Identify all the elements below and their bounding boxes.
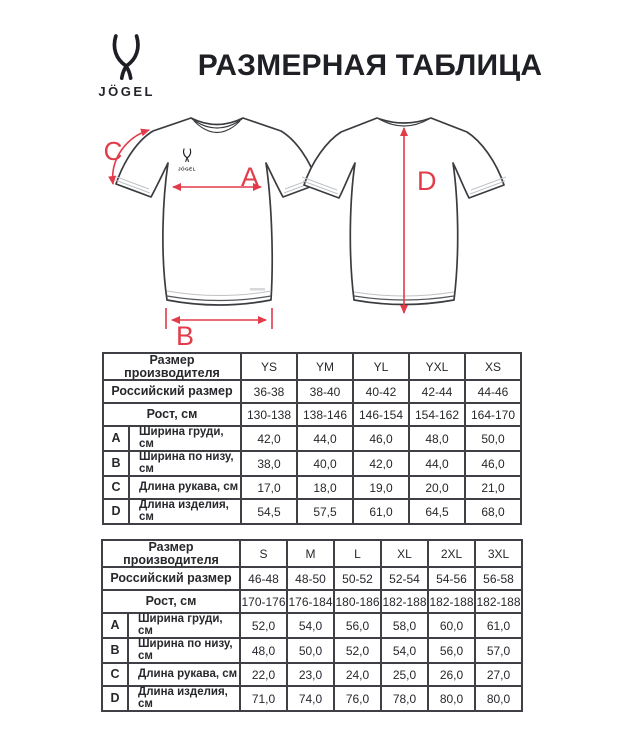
measure-label-b: B [175,321,195,350]
size-value-cell: 50,0 [465,426,521,451]
size-value-cell: 50-52 [334,567,381,590]
measure-letter: C [102,663,128,686]
measure-letter: A [102,613,128,638]
size-value-cell: L [334,540,381,567]
size-value-cell: 54,0 [287,613,334,638]
size-value-cell: 56,0 [428,638,475,663]
size-value-cell: 44-46 [465,380,521,403]
size-value-cell: 44,0 [297,426,353,451]
size-value-cell: 57,0 [475,638,522,663]
size-table-youth [102,352,522,525]
size-value-cell: 146-154 [353,403,409,426]
brand-wordmark: JÖGEL [98,84,155,99]
size-value-cell: 71,0 [240,686,287,711]
size-value-cell: 42,0 [241,426,297,451]
size-value-cell: 46,0 [465,451,521,476]
size-value-cell: 57,5 [297,499,353,524]
size-table-adult [101,539,523,712]
size-value-cell: YS [241,353,297,380]
size-value-cell: 60,0 [428,613,475,638]
size-value-cell: 2XL [428,540,475,567]
measure-label-a: A [240,162,260,192]
size-value-cell: 42,0 [353,451,409,476]
size-value-cell: 22,0 [240,663,287,686]
size-value-cell: 182-188 [428,590,475,613]
row-label: Размер производителя [103,353,241,380]
measure-letter: B [103,451,129,476]
measure-name: Длина рукава, см [129,476,241,499]
table-row [102,638,522,663]
page-title: РАЗМЕРНАЯ ТАБЛИЦА [197,49,543,82]
size-value-cell: 176-184 [287,590,334,613]
size-value-cell: 74,0 [287,686,334,711]
size-value-cell: 20,0 [409,476,465,499]
row-label: Российский размер [102,567,240,590]
size-value-cell: 38-40 [297,380,353,403]
size-value-cell: 54-56 [428,567,475,590]
size-value-cell: 24,0 [334,663,381,686]
size-value-cell: 3XL [475,540,522,567]
size-value-cell: 78,0 [381,686,428,711]
size-value-cell: S [240,540,287,567]
size-value-cell: 61,0 [353,499,409,524]
size-value-cell: 54,0 [381,638,428,663]
size-value-cell: 61,0 [475,613,522,638]
measure-name: Ширина груди, см [128,613,240,638]
size-value-cell: 182-188 [475,590,522,613]
size-value-cell: 19,0 [353,476,409,499]
table-row [102,590,522,613]
measure-name: Длина изделия, см [129,499,241,524]
table-row [103,353,521,380]
table-row [102,567,522,590]
size-value-cell: 40-42 [353,380,409,403]
size-value-cell: 64,5 [409,499,465,524]
measure-label-c: C [103,136,123,166]
size-value-cell: XS [465,353,521,380]
size-value-cell: 138-146 [297,403,353,426]
size-value-cell: 38,0 [241,451,297,476]
measure-name: Ширина груди, см [129,426,241,451]
size-value-cell: 130-138 [241,403,297,426]
size-value-cell: 56-58 [475,567,522,590]
measure-letter: A [103,426,129,451]
size-value-cell: YL [353,353,409,380]
table-row [102,613,522,638]
measure-name: Длина рукава, см [128,663,240,686]
size-value-cell: 80,0 [475,686,522,711]
size-value-cell: 170-176 [240,590,287,613]
size-value-cell: 23,0 [287,663,334,686]
size-value-cell: 164-170 [465,403,521,426]
measure-letter: D [103,499,129,524]
row-label: Рост, см [102,590,240,613]
measure-name: Ширина по низу, см [129,451,241,476]
size-value-cell: 52,0 [240,613,287,638]
size-value-cell: 68,0 [465,499,521,524]
measure-name: Ширина по низу, см [128,638,240,663]
size-value-cell: 40,0 [297,451,353,476]
shirt-measurement-diagram [0,102,624,350]
size-value-cell: 48,0 [409,426,465,451]
size-value-cell: 48-50 [287,567,334,590]
table-row [102,686,522,711]
size-value-cell: 76,0 [334,686,381,711]
table-row [103,476,521,499]
size-value-cell: M [287,540,334,567]
size-value-cell: 36-38 [241,380,297,403]
table-row [102,663,522,686]
size-value-cell: 26,0 [428,663,475,686]
table-row [103,499,521,524]
table-row [103,426,521,451]
size-value-cell: 18,0 [297,476,353,499]
size-value-cell: 46,0 [353,426,409,451]
size-value-cell: 25,0 [381,663,428,686]
size-value-cell: 80,0 [428,686,475,711]
size-value-cell: 180-186 [334,590,381,613]
size-value-cell: 50,0 [287,638,334,663]
table-row [103,380,521,403]
size-value-cell: 27,0 [475,663,522,686]
size-value-cell: 154-162 [409,403,465,426]
measure-label-d: D [417,166,437,196]
size-value-cell: 54,5 [241,499,297,524]
size-value-cell: 17,0 [241,476,297,499]
brand-block [82,33,172,99]
size-value-cell: 48,0 [240,638,287,663]
back-shirt-drawing [302,118,506,313]
brand-logo-icon [103,33,151,83]
table-row [103,403,521,426]
table-row [103,451,521,476]
size-value-cell: 52,0 [334,638,381,663]
row-label: Рост, см [103,403,241,426]
row-label: Размер производителя [102,540,240,567]
measure-letter: D [102,686,128,711]
measure-letter: C [103,476,129,499]
table-row [102,540,522,567]
measure-name: Длина изделия, см [128,686,240,711]
size-value-cell: 46-48 [240,567,287,590]
size-value-cell: YXL [409,353,465,380]
header [0,0,624,102]
size-value-cell: 21,0 [465,476,521,499]
row-label: Российский размер [103,380,241,403]
size-value-cell: 52-54 [381,567,428,590]
size-value-cell: 56,0 [334,613,381,638]
front-shirt-drawing [104,118,320,350]
measure-letter: B [102,638,128,663]
size-value-cell: 44,0 [409,451,465,476]
size-value-cell: 42-44 [409,380,465,403]
size-value-cell: XL [381,540,428,567]
size-value-cell: YM [297,353,353,380]
size-value-cell: 182-188 [381,590,428,613]
chest-logo-text: JÖGEL [177,166,197,172]
size-value-cell: 58,0 [381,613,428,638]
